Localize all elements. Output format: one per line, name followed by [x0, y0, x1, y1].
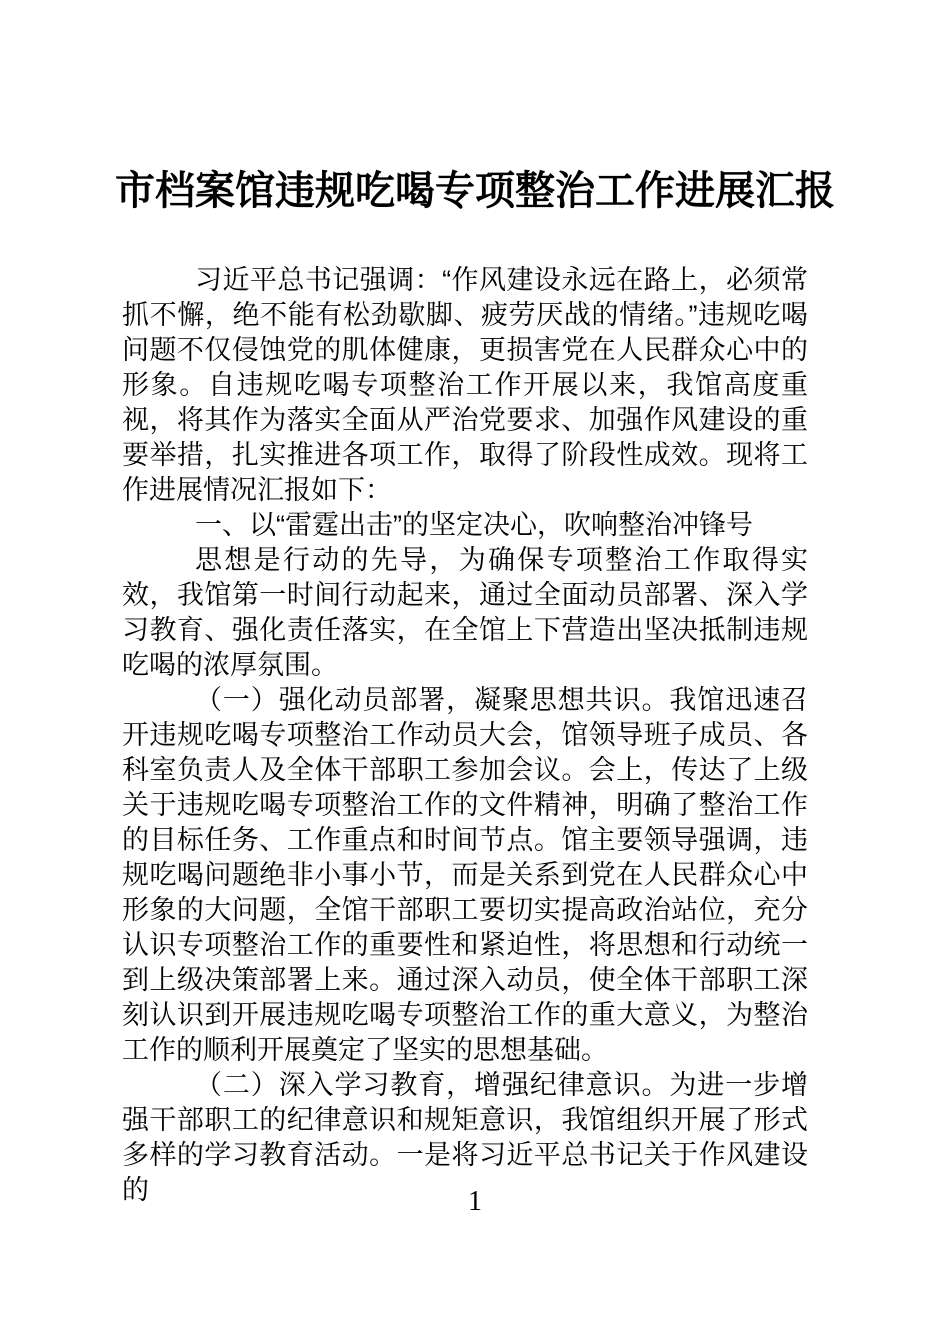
body-paragraph: （一）强化动员部署，凝聚思想共识。我馆迅速召开违规吃喝专项整治工作动员大会，馆领导班子成员、各科室负责人及全体干部职工参加会议。会上，传达了上级关于违规吃喝专项整治工作的文件精神，明确了整治工作的目标任务、工作重点和时间节点。馆主要领导强调，违规吃喝问题绝非小事小节，而是关系到党在人民群众心中形象的大问题，全馆干部职工要切实提高政治站位，充分认识专项整治工作的重要性和紧迫性，将思想和行动统一到上级决策部署上来。通过深入动员，使全体干部职工深刻认识到开展违规吃喝专项整治工作的重大意义，为整治工作的顺利开展奠定了坚实的思想基础。: [122, 685, 808, 1065]
section-heading: 一、以“雷霆出击”的坚定决心，吹响整治冲锋号: [195, 510, 753, 540]
body-paragraph: 习近平总书记强调：“作风建设永远在路上，必须常抓不懈，绝不能有松劲歇脚、疲劳厌战的情绪。”违规吃喝问题不仅侵蚀党的肌体健康，更损害党在人民群众心中的形象。自违规吃喝专项整治工作开展以来，我馆高度重视，将其作为落实全面从严治党要求、加强作风建设的重要举措，扎实推进各项工作，取得了阶段性成效。现将工作进展情况汇报如下：: [122, 265, 808, 505]
body-paragraph: 思想是行动的先导，为确保专项整治工作取得实效，我馆第一时间行动起来，通过全面动员部署、深入学习教育、强化责任落实，在全馆上下营造出坚决抵制违规吃喝的浓厚氛围。: [122, 545, 808, 680]
body-paragraph: （二）深入学习教育，增强纪律意识。为进一步增强干部职工的纪律意识和规矩意识，我馆组织开展了形式多样的学习教育活动。一是将习近平总书记关于作风建设的: [122, 1070, 808, 1205]
document-body: [122, 263, 808, 1208]
document-title: 市档案馆违规吃喝专项整治工作进展汇报: [115, 169, 835, 213]
page-number: 1: [468, 1186, 482, 1217]
